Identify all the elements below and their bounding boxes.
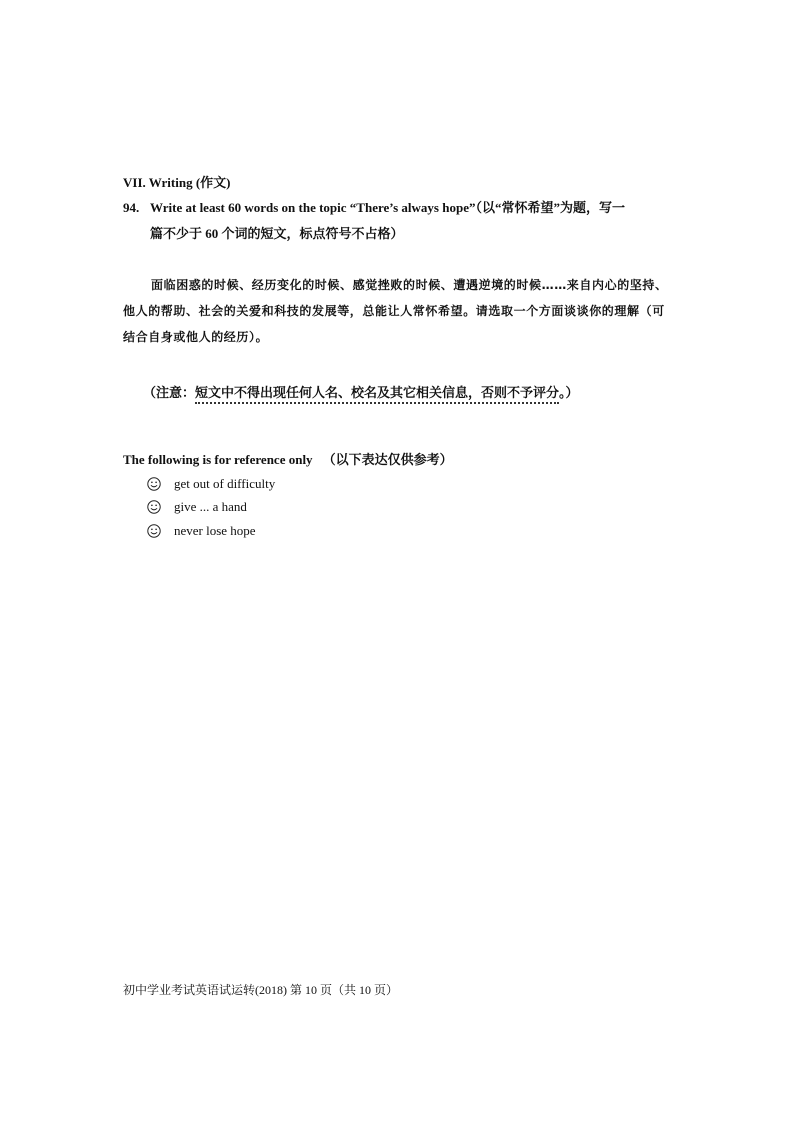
smiley-icon (147, 477, 161, 491)
smiley-icon (147, 500, 161, 514)
reference-label-cn: （以下表达仅供参考） (322, 453, 453, 468)
prompt-paragraph: 面临困惑的时候、经历变化的时候、感觉挫败的时候、遭遇逆境的时候……来自内心的坚持、他人的帮助、社会的关爱和科技的发展等，总能让人常怀希望。请选取一个方面谈谈你的理解（可结合自身或他人的经历）。 (123, 278, 668, 344)
question-prompt-text: Write at least 60 words on the topic “There’s always hope”（以“常怀希望”为题，写一 (150, 200, 625, 215)
reference-label: The following is for reference only (123, 452, 313, 467)
reference-item (147, 499, 247, 515)
reference-item (147, 476, 275, 492)
reference-heading (123, 449, 453, 468)
note-close: 。） (559, 386, 579, 401)
page-footer: 初中学业考试英语试运转(2018) 第 10 页（共 10 页） (123, 983, 398, 997)
reference-item-text: never lose hope (174, 523, 256, 538)
reference-item (147, 523, 256, 539)
question-number: 94. (123, 200, 140, 215)
note (143, 382, 579, 401)
reference-item-text: give ... a hand (174, 499, 247, 514)
smiley-icon (147, 524, 161, 538)
question-94-line1 (123, 197, 625, 216)
note-open: （注意： (143, 386, 196, 401)
section-title: VII. Writing (作文) (123, 175, 231, 190)
question-94-line2: 篇不少于 60 个词的短文，标点符号不占格） (150, 226, 404, 241)
reference-item-text: get out of difficulty (174, 476, 276, 491)
note-emphasis: 短文中不得出现任何人名、校名及其它相关信息，否则不予评分 (195, 386, 559, 404)
